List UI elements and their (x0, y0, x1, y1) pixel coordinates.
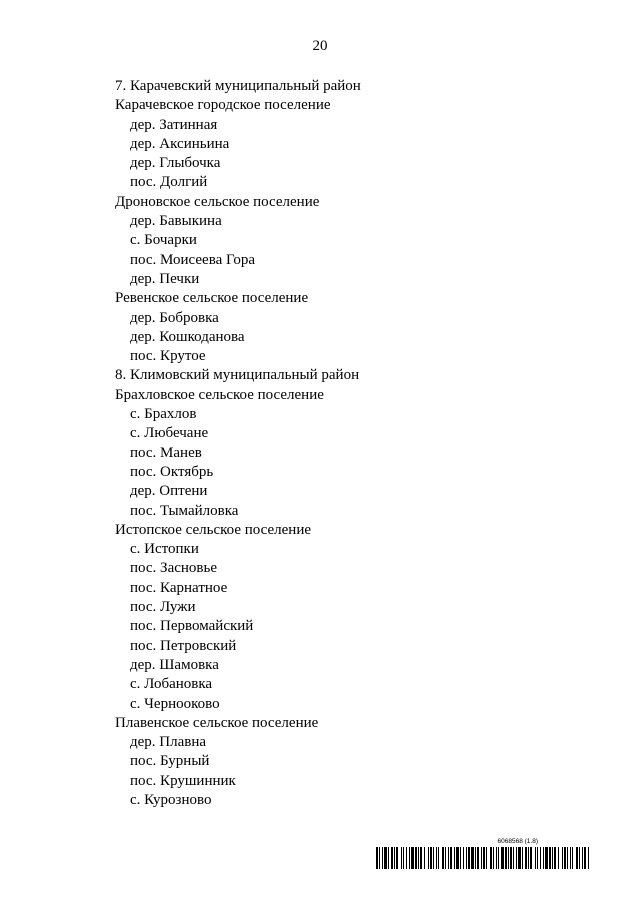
barcode-icon (376, 847, 590, 869)
settlement-item: дер. Аксиньина (130, 135, 230, 152)
settlement-item: пос. Тымайловка (130, 502, 239, 519)
settlement-item: дер. Глыбочка (130, 155, 221, 172)
settlement-item: с. Брахлов (130, 406, 197, 423)
barcode-caption: 6068568 (1.8) (497, 838, 538, 845)
settlement-item: пос. Петровский (130, 637, 237, 654)
settlement-item: с. Чернооково (130, 695, 220, 712)
settlement-item: с. Бочарки (130, 232, 197, 249)
settlement-item: с. Курозново (130, 791, 212, 808)
settlement-item: пос. Засновье (130, 560, 217, 577)
settlement-item: дер. Печки (130, 270, 200, 287)
section-heading: Дроновское сельское поселение (115, 193, 320, 210)
settlement-item: пос. Первомайский (130, 618, 254, 635)
settlement-item: пос. Карнатное (130, 579, 228, 596)
settlement-list (115, 77, 595, 810)
section-heading: Карачевское городское поселение (115, 97, 331, 114)
section-heading: 8. Климовский муниципальный район (115, 367, 360, 384)
settlement-item: пос. Лужи (130, 599, 196, 616)
barcode-block (376, 838, 590, 869)
section-heading: Плавенское сельское поселение (115, 714, 319, 731)
section-heading: Брахловское сельское поселение (115, 386, 324, 403)
section-heading: Ревенское сельское поселение (115, 290, 309, 307)
settlement-item: дер. Плавна (130, 734, 207, 751)
page-number: 20 (312, 38, 328, 54)
settlement-item: пос. Манев (130, 444, 202, 461)
section-heading: Истопское сельское поселение (115, 521, 312, 538)
settlement-item: дер. Шамовка (130, 656, 219, 673)
settlement-item: пос. Октябрь (130, 463, 214, 480)
settlement-item: дер. Оптени (130, 483, 208, 500)
settlement-item: дер. Кошкоданова (130, 328, 245, 345)
settlement-item: пос. Моисеева Гора (130, 251, 256, 268)
settlement-item: пос. Крутое (130, 348, 206, 365)
settlement-item: дер. Затинная (130, 116, 218, 133)
settlement-item: с. Истопки (130, 541, 199, 558)
settlement-item: пос. Бурный (130, 753, 210, 770)
settlement-item: дер. Бобровка (130, 309, 219, 326)
settlement-item: пос. Долгий (130, 174, 208, 191)
settlement-item: с. Любечане (130, 425, 209, 442)
settlement-item: с. Лобановка (130, 676, 213, 693)
section-heading: 7. Карачевский муниципальный район (115, 78, 361, 94)
settlement-item: пос. Крушинник (130, 772, 236, 789)
settlement-item: дер. Бавыкина (130, 213, 222, 230)
